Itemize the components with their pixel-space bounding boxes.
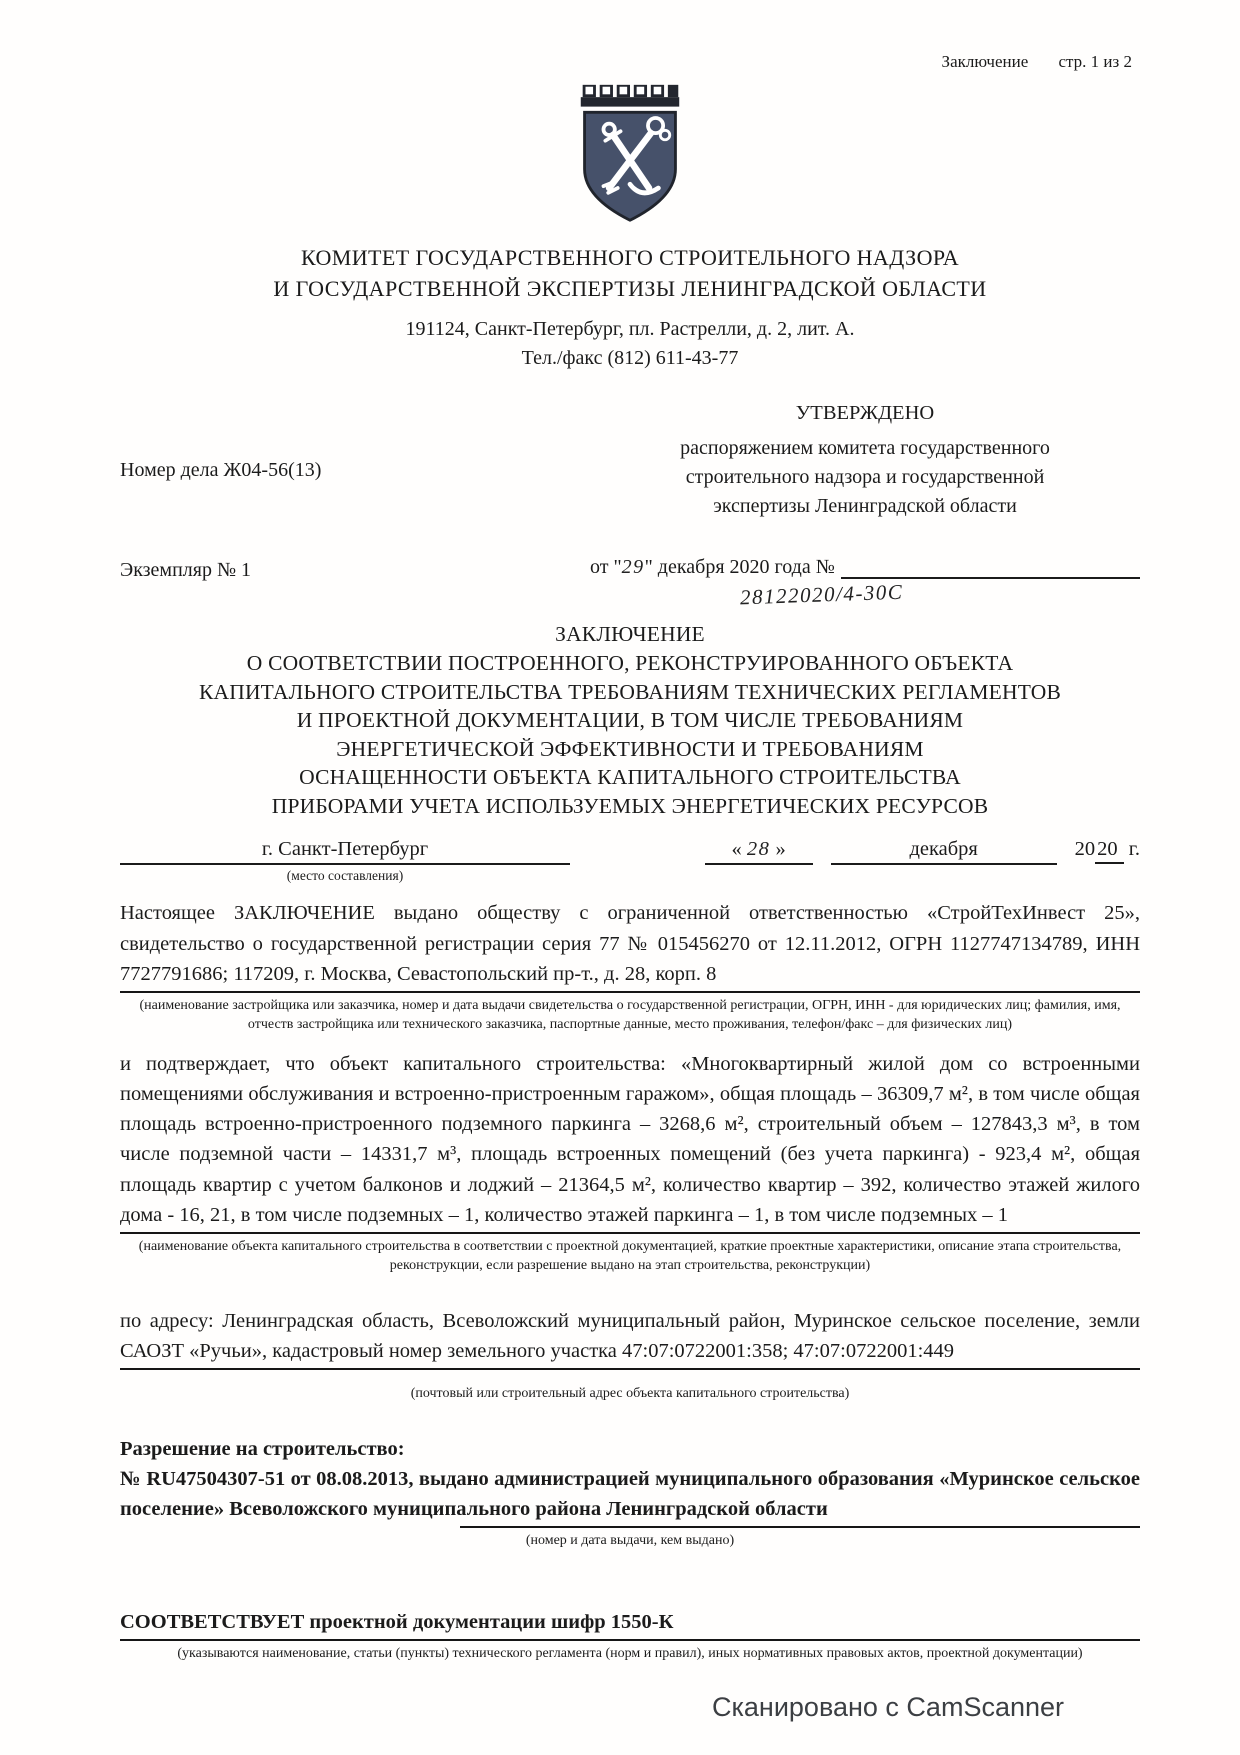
order-date-prefix: от " [590, 556, 622, 579]
date-day-handwritten: 28 [746, 838, 771, 861]
order-day-handwritten: 29 [621, 556, 645, 579]
order-date-block [590, 555, 1140, 610]
exemplar-row [120, 555, 1140, 610]
year-suffix: г. [1128, 838, 1140, 861]
order-number-handwritten: 28122020/4-30С [739, 579, 904, 610]
issued-to-text: Настоящее ЗАКЛЮЧЕНИЕ выдано обществу с ограниченной ответственностью «СтройТехИнвест 25», свидетельство о государственной регистрации серия 77 № 015456270 от 12.11.2012, ОГРН 1127747134789, ИНН 7727791686; 117209, г. Москва, Севастопольский пр-т., д. 28, корп. 8 [120, 902, 1140, 985]
document-title [120, 620, 1140, 820]
place-caption: (место составления) [286, 868, 404, 884]
letterhead-contacts [120, 315, 1140, 373]
object-text: и подтверждает, что объект капитального строительства: «Многоквартирный жилой дом со встроенными помещениями обслуживания и встроенно-пристроенным гаражом», общая площадь – 36309,7 м², в том числе общая площадь встроенно-пристроенного подземного паркинга – 3268,6 м², строительный объем – 127843,3 м³, в том числе подземной части – 14331,7 м³, площадь встроенных помещений (без учета паркинга) - 923,4 м², общая площадь квартир с учетом балконов и лоджий – 21364,5 м², количество квартир – 392, количество этажей жилого дома - 16, 21, в том числе подземных – 1, количество этажей паркинга – 1, в том числе подземных – 1 [120, 1053, 1140, 1226]
permit-section [120, 1434, 1140, 1551]
permit-caption: (номер и дата выдачи, кем выдано) [525, 1533, 735, 1549]
permit-text: № RU47504307-51 от 08.08.2013, выдано администрацией муниципального образования «Муринское сельское поселение» Всеволожского муниципального района Ленинградской области [120, 1467, 1140, 1521]
section-rule [120, 991, 1140, 993]
copy-number: Экземпляр № 1 [120, 559, 252, 582]
section-rule [460, 1526, 1140, 1528]
title-line: КАПИТАЛЬНОГО СТРОИТЕЛЬСТВА ТРЕБОВАНИЯМ ТЕХНИЧЕСКИХ РЕГЛАМЕНТОВ [198, 679, 1062, 704]
camscanner-watermark: Сканировано с CamScanner [712, 1692, 1065, 1722]
place-value: г. Санкт-Петербург [120, 838, 570, 865]
quote-close: » [775, 838, 786, 861]
date-year-segment [1075, 838, 1140, 865]
year-century: 20 [1074, 838, 1096, 861]
address-section [120, 1306, 1140, 1404]
org-name-line2: И ГОСУДАРСТВЕННОЙ ЭКСПЕРТИЗЫ ЛЕНИНГРАДСКОЙ ОБЛАСТИ [273, 275, 987, 301]
year-value: 20 [1095, 838, 1124, 864]
object-section [120, 1049, 1140, 1276]
page-number-label: стр. 1 из 2 [1058, 52, 1132, 71]
date-block [570, 838, 1140, 865]
coat-of-arms [570, 82, 690, 229]
address-caption: (почтовый или строительный адрес объекта капитального строительства) [410, 1386, 850, 1402]
approval-line1: распоряжением комитета государственного [680, 437, 1050, 460]
place-block [120, 838, 570, 884]
approval-block [590, 399, 1140, 522]
quote-open: « [731, 838, 742, 861]
title-line: ОСНАЩЕННОСТИ ОБЪЕКТА КАПИТАЛЬНОГО СТРОИТЕЛЬСТВА [299, 765, 961, 790]
title-line: ЭНЕРГЕТИЧЕСКОЙ ЭФФЕКТИВНОСТИ И ТРЕБОВАНИЯМ [336, 736, 924, 761]
org-address: 191124, Санкт-Петербург, пл. Растрелли, д. 2, лит. А. [405, 317, 855, 340]
section-rule [120, 1639, 1140, 1641]
leningrad-oblast-crest-icon [572, 82, 688, 224]
object-caption: (наименование объекта капитального строительства в соответствии с проектной документацией, краткие проектные характеристики, описание этапа строительства, реконструкции, если разрешение выдано на этап строительства, реконструкции) [138, 1238, 1122, 1274]
date-month-segment: декабря [831, 838, 1057, 865]
issued-to-section [120, 898, 1140, 1035]
title-line: ЗАКЛЮЧЕНИЕ [555, 622, 705, 647]
approval-line2: строительного надзора и государственной [685, 466, 1045, 489]
compliance-section [120, 1607, 1140, 1664]
approved-heading: УТВЕРЖДЕНО [795, 401, 935, 424]
doc-type-label: Заключение [941, 52, 1029, 71]
issued-to-caption: (наименование застройщика или заказчика, номер и дата выдачи свидетельства о государственной регистрации, ОГРН, ИНН - для юридических лиц; фамилия, имя, отчеств застройщика или технического заказчика, паспортные данные, место проживания, телефон/факс – для физических лиц) [139, 997, 1121, 1033]
date-day-segment [705, 838, 813, 865]
address-text: по адресу: Ленинградская область, Всеволожский муниципальный район, Муринское сельское поселение, земли САОЗТ «Ручьи», кадастровый номер земельного участка 47:07:0722001:358; 47:07:0722001:449 [120, 1309, 1140, 1363]
title-line: ПРИБОРАМИ УЧЕТА ИСПОЛЬЗУЕМЫХ ЭНЕРГЕТИЧЕСКИХ РЕСУРСОВ [271, 793, 989, 818]
permit-label: Разрешение на строительство: [120, 1437, 405, 1460]
order-date-suffix: " декабря 2020 года № [644, 556, 835, 579]
running-header [120, 52, 1140, 72]
approval-line3: экспертизы Ленинградской области [713, 495, 1017, 518]
compliance-text: СООТВЕТСТВУЕТ проектной документации шифр 1550-К [120, 1610, 674, 1633]
organization-name [120, 243, 1140, 305]
org-phone: Тел./факс (812) 611-43-77 [521, 346, 739, 369]
compliance-caption: (указываются наименование, статьи (пункты) технического регламента (норм и правил), иных нормативных правовых актов, проектной документации) [177, 1645, 1083, 1661]
section-rule [120, 1368, 1140, 1370]
title-line: О СООТВЕТСТВИИ ПОСТРОЕННОГО, РЕКОНСТРУИРОВАННОГО ОБЪЕКТА [246, 650, 1014, 675]
case-number: Номер дела Ж04-56(13) [120, 458, 322, 481]
title-line: И ПРОЕКТНОЙ ДОКУМЕНТАЦИИ, В ТОМ ЧИСЛЕ ТРЕБОВАНИЯМ [296, 708, 964, 733]
approval-row [120, 399, 1140, 522]
section-rule [120, 1232, 1140, 1234]
place-date-row [120, 838, 1140, 884]
org-name-line1: КОМИТЕТ ГОСУДАРСТВЕННОГО СТРОИТЕЛЬНОГО НАДЗОРА [300, 245, 959, 270]
